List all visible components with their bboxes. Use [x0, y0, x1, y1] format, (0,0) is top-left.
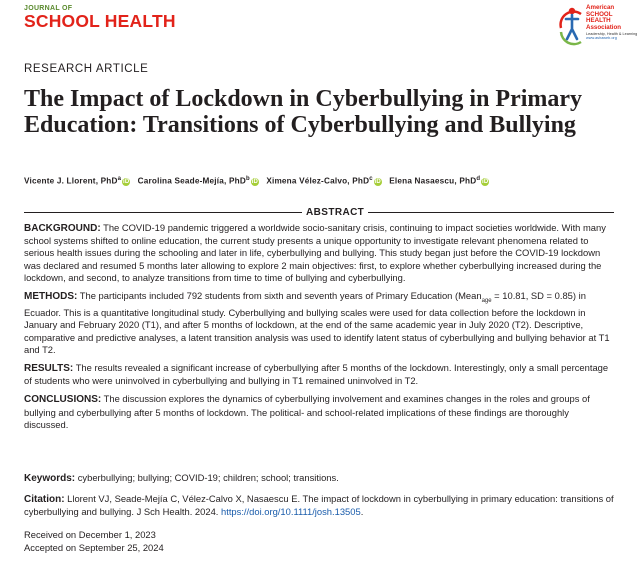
doi-link[interactable]: https://doi.org/10.1111/josh.13505 — [221, 506, 361, 518]
abstract-background — [24, 222, 614, 284]
abstract-results — [24, 362, 614, 387]
abstract-heading: METHODS: — [24, 291, 78, 303]
orcid-icon[interactable]: iD — [374, 178, 381, 185]
orcid-icon[interactable]: iD — [482, 178, 489, 185]
asha-url[interactable]: www.ashaweb.org — [586, 35, 617, 40]
author-name: Elena Nasaescu, PhD — [389, 176, 477, 186]
journal-logo — [24, 5, 176, 31]
journal-logo-name: SCHOOL HEALTH — [24, 11, 176, 31]
abstract-text: The results revealed a significant increase of cyberbullying after 5 months of the lockdown. Interestingly, only a small percentage of students who were uninvolved in cyberbullying and bullying in T1 remained uninvolved in T2. — [24, 361, 609, 387]
author-name: Vicente J. Llorent, PhD — [24, 176, 118, 186]
abstract-text: = 10.81, SD = 0.85) in Ecuador. This is a quantitative longitudinal study. Cyberbullying and bullying scales were used for data collection before the lockdown in January and February 2020 (T1), and after 5 months of lockdown, at the end of the same academic year in July 2020 (T2). Descriptive, comparative and predictive analyses, a latent transition analysis was used to identify latent status of cyberbullying and bullying behavior at T1 and T2. — [24, 290, 610, 355]
article-title: The Impact of Lockdown in Cyberbullying in Primary Education: Transitions of Cyberbullying and Bullying — [24, 86, 583, 138]
keywords-heading: Keywords: — [24, 473, 76, 484]
abstract-body — [24, 222, 614, 437]
author-affiliation-mark: a — [117, 176, 122, 182]
author — [24, 176, 130, 186]
asha-line-1: American — [586, 4, 615, 11]
author-name: Carolina Seade-Mejía, PhD — [137, 176, 246, 186]
abstract-methods — [24, 290, 614, 356]
asha-line-2: SCHOOL — [586, 10, 613, 18]
citation — [24, 493, 614, 518]
abstract-conclusions — [24, 393, 614, 431]
author-affiliation-mark: c — [369, 176, 373, 182]
orcid-icon[interactable]: iD — [122, 178, 130, 185]
abstract-text: The discussion explores the dynamics of cyberbullying involvement and examines changes in the roles and groups of bullying and cyberbullying after 5 months of lockdown. The political- and school-related implications of these findings are thoroughly discussed. — [24, 393, 590, 430]
abstract-heading: CONCLUSIONS: — [24, 394, 102, 406]
author-affiliation-mark: d — [476, 176, 481, 182]
author-affiliation-mark: b — [245, 176, 250, 182]
author — [389, 176, 489, 186]
article-dates — [24, 528, 164, 554]
abstract-text: The COVID-19 pandemic triggered a worldwide socio-sanitary crisis, continuing to impact societies worldwide. With many school systems shifted to online education, the current study presents a unique opportunity to investigate relevant phenomena related to serious health issues during the schooling and later in life, cyberbullying and bullying. This study began just before the COVID-19 lockdown was declared and resumed 5 months later allowing to explore 2 main objectives: first, to explore whether cyberbullying increased during the lockdown, and second, to analyze transitions from time to time of bullying and cyberbullying. — [24, 222, 606, 283]
keywords-text: cyberbullying; bullying; COVID-19; children; school; transitions. — [75, 472, 339, 483]
author — [138, 176, 259, 186]
accepted-date: Accepted on September 25, 2024 — [24, 542, 164, 553]
asha-tagline: Leadership, Health & Learning — [586, 32, 638, 36]
author-list — [24, 176, 494, 186]
abstract-heading: BACKGROUND: — [24, 223, 101, 234]
abstract-header — [24, 207, 614, 219]
abstract-heading: RESULTS: — [24, 362, 74, 374]
section-label: RESEARCH ARTICLE — [24, 63, 149, 75]
abstract-label: ABSTRACT — [302, 207, 368, 218]
keywords — [24, 472, 614, 484]
received-date: Received on December 1, 2023 — [24, 529, 156, 540]
citation-heading: Citation: — [24, 494, 65, 505]
asha-wordmark — [586, 5, 637, 40]
abstract-text: The participants included 792 students from sixth and seventh years of Primary Education (Mean — [77, 290, 482, 302]
mean-age-subscript: age — [481, 297, 492, 304]
journal-logo-prefix: JOURNAL OF — [24, 5, 73, 12]
asha-line-4: Association — [586, 23, 622, 31]
citation-text: Llorent VJ, Seade-Mejía C, Vélez-Calvo X, Nasaescu E. The impact of lockdown in cyberbullying in primary education: transitions of cyberbullying and bullying. J Sch Health. 2024. — [24, 493, 614, 518]
asha-line-3: HEALTH — [586, 17, 611, 24]
orcid-icon[interactable]: iD — [251, 178, 259, 185]
author — [266, 176, 381, 186]
citation-tail: . — [360, 506, 364, 518]
author-name: Ximena Vélez-Calvo, PhD — [266, 176, 370, 186]
